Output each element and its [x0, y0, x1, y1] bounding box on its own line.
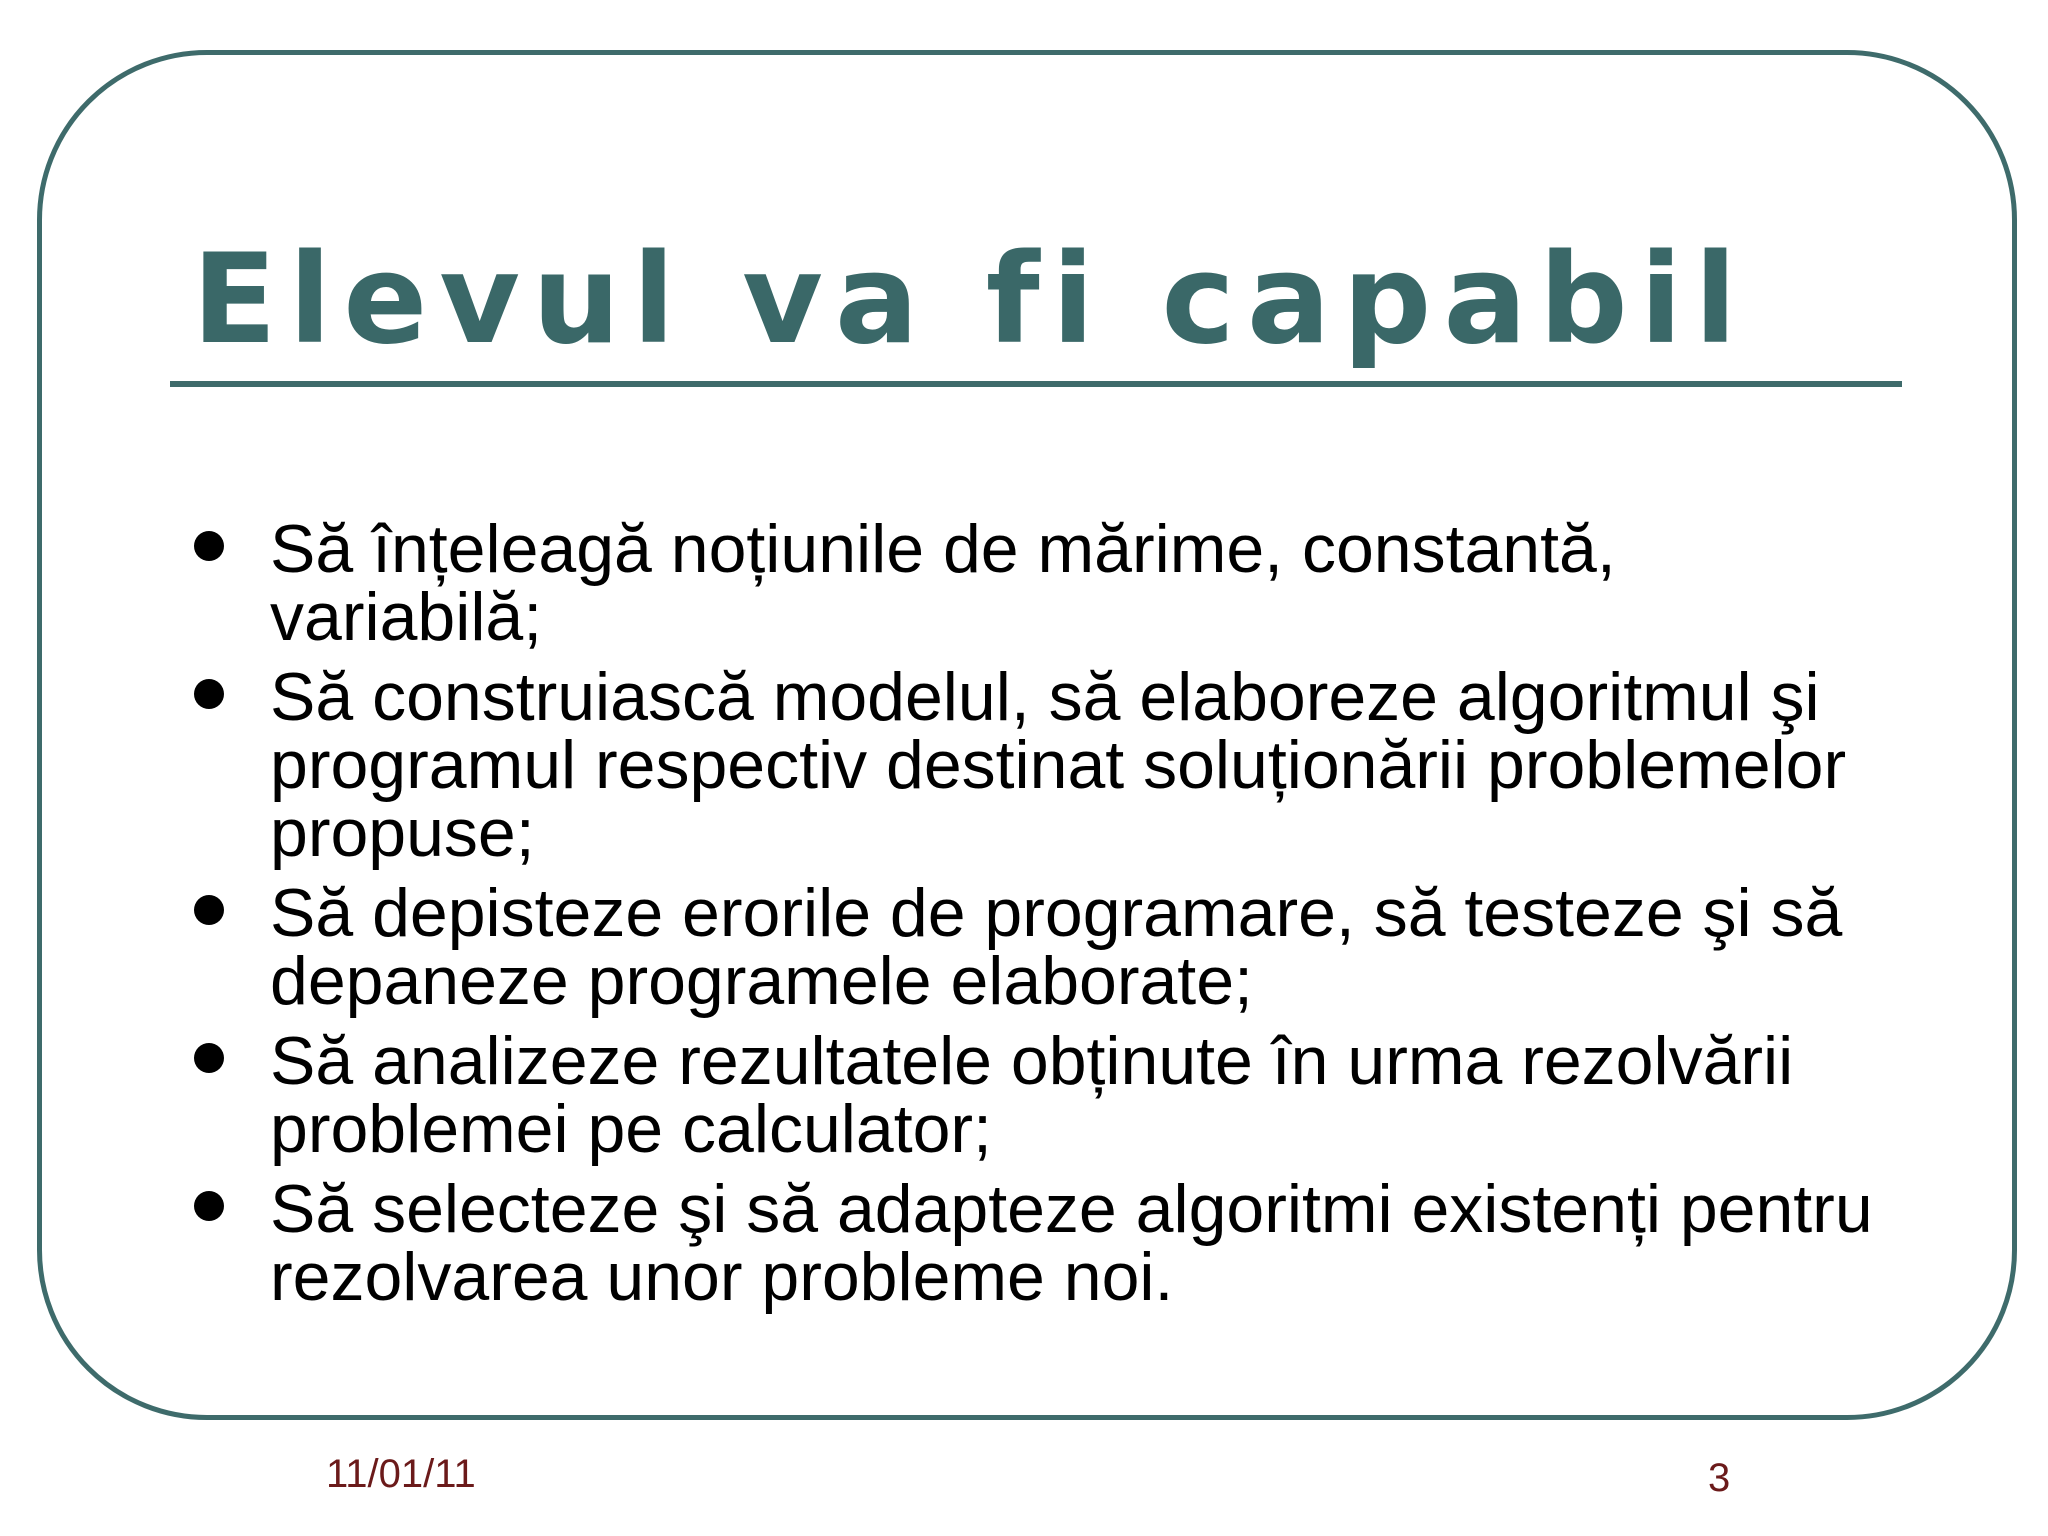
bullet-dot-icon — [194, 1043, 224, 1073]
bullet-item — [190, 1171, 1890, 1315]
bullet-item — [190, 1023, 1890, 1167]
bullet-list — [190, 511, 1890, 1323]
bullet-text: Să analizeze rezultatele obținute în urma rezolvării problemei pe calculator; — [270, 1023, 1794, 1167]
slide-title: Elevul va fi capabil — [192, 228, 1749, 372]
bullet-item — [190, 511, 1890, 655]
bullet-dot-icon — [194, 895, 224, 925]
page-number: 3 — [1708, 1456, 1731, 1500]
title-underline — [170, 381, 1902, 387]
bullet-item — [190, 875, 1890, 1019]
bullet-dot-icon — [194, 531, 224, 561]
footer-date: 11/01/11 — [326, 1452, 476, 1496]
bullet-text: Să depisteze erorile de programare, să testeze şi să depaneze programele elaborate; — [270, 875, 1843, 1019]
bullet-item — [190, 659, 1890, 871]
bullet-dot-icon — [194, 1191, 224, 1221]
bullet-text: Să înțeleagă noțiunile de mărime, constantă, variabilă; — [270, 511, 1616, 655]
bullet-dot-icon — [194, 679, 224, 709]
bullet-text: Să construiască modelul, să elaboreze algoritmul şi programul respectiv destinat soluționării problemelor propuse; — [270, 659, 1847, 871]
bullet-text: Să selecteze şi să adapteze algoritmi existenți pentru rezolvarea unor probleme noi. — [270, 1171, 1873, 1315]
